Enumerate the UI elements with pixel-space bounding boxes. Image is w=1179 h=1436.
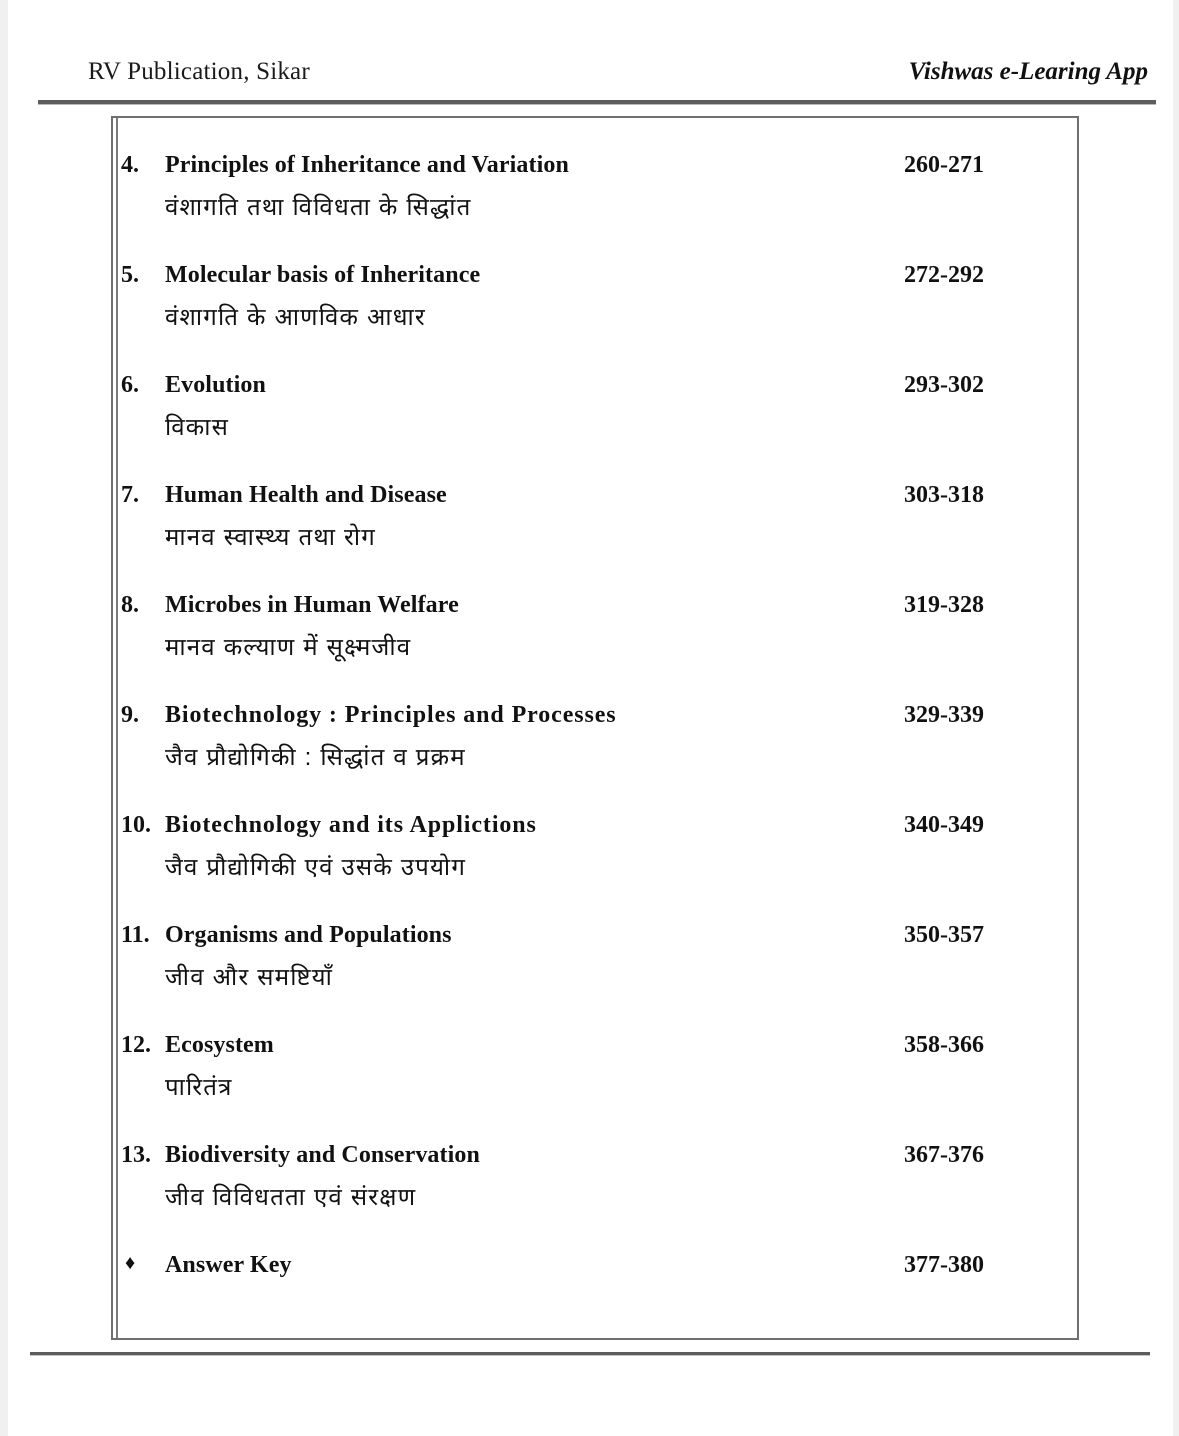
toc-row[interactable] — [121, 812, 1077, 922]
toc-row-page-range: 358-366 — [904, 1032, 984, 1058]
toc-row[interactable] — [121, 1032, 1077, 1142]
toc-row-page-range: 303-318 — [904, 482, 984, 508]
toc-row-number: 7. — [121, 482, 139, 508]
toc-row-number: 4. — [121, 152, 139, 178]
toc-row-number: 13. — [121, 1142, 151, 1168]
toc-row-title-english: Molecular basis of Inheritance — [165, 262, 481, 288]
toc-row-page-range: 260-271 — [904, 152, 984, 178]
toc-row-page-range: 293-302 — [904, 372, 984, 398]
toc-row[interactable] — [121, 482, 1077, 592]
toc-bullet-icon: ♦ — [125, 1252, 136, 1274]
toc-row-title-hindi: जीव विविधतता एवं संरक्षण — [165, 1184, 417, 1211]
toc-row-title-hindi: मानव स्वास्थ्य तथा रोग — [165, 524, 376, 551]
toc-row-page-range: 350-357 — [904, 922, 984, 948]
toc-row-number: 6. — [121, 372, 139, 398]
table-of-contents-frame — [111, 116, 1079, 1340]
toc-inner-vertical-rule — [116, 118, 118, 1338]
app-name: Vishwas e-Learing App — [908, 58, 1148, 85]
toc-row[interactable] — [121, 702, 1077, 812]
toc-row-title-english: Biodiversity and Conservation — [165, 1142, 480, 1168]
footer-divider-rule — [30, 1352, 1150, 1356]
toc-row[interactable] — [121, 922, 1077, 1032]
toc-row-title-english: Human Health and Disease — [165, 482, 447, 508]
toc-row-title-english: Answer Key — [165, 1252, 292, 1278]
document-page — [8, 0, 1173, 1436]
toc-row[interactable] — [121, 1142, 1077, 1252]
toc-row[interactable] — [121, 1252, 1077, 1312]
running-header — [38, 58, 1148, 98]
toc-row-page-range: 367-376 — [904, 1142, 984, 1168]
toc-row-title-hindi: वंशागति तथा विविधता के सिद्धांत — [165, 194, 472, 221]
toc-row-title-hindi: जैव प्रौद्योगिकी : सिद्धांत व प्रक्रम — [165, 744, 466, 771]
page-edge-right — [1173, 0, 1179, 1436]
toc-row-page-range: 319-328 — [904, 592, 984, 618]
toc-row-number: 10. — [121, 812, 151, 838]
toc-row-title-english: Microbes in Human Welfare — [165, 592, 459, 618]
toc-row-number: 9. — [121, 702, 139, 728]
toc-row-title-english: Principles of Inheritance and Variation — [165, 152, 569, 178]
toc-row-page-range: 377-380 — [904, 1252, 984, 1278]
toc-row-title-hindi: जैव प्रौद्योगिकी एवं उसके उपयोग — [165, 854, 467, 881]
toc-row-title-hindi: पारितंत्र — [165, 1074, 233, 1101]
toc-row-title-hindi: मानव कल्याण में सूक्ष्मजीव — [165, 634, 412, 661]
toc-row-title-english: Biotechnology : Principles and Processes — [165, 702, 617, 728]
toc-row-page-range: 340-349 — [904, 812, 984, 838]
toc-row-title-english: Ecosystem — [165, 1032, 274, 1058]
toc-row-page-range: 329-339 — [904, 702, 984, 728]
toc-row[interactable] — [121, 152, 1077, 262]
table-of-contents-list — [121, 152, 1077, 1312]
toc-row[interactable] — [121, 262, 1077, 372]
toc-row[interactable] — [121, 592, 1077, 702]
toc-row-number: 12. — [121, 1032, 151, 1058]
publisher-name: RV Publication, Sikar — [88, 58, 310, 85]
toc-row-number: 5. — [121, 262, 139, 288]
header-divider-rule — [38, 100, 1156, 105]
toc-row-number: 8. — [121, 592, 139, 618]
toc-row-title-english: Evolution — [165, 372, 266, 398]
toc-row-title-hindi: वंशागति के आणविक आधार — [165, 304, 426, 331]
toc-row-number: 11. — [121, 922, 150, 948]
toc-row-page-range: 272-292 — [904, 262, 984, 288]
toc-row[interactable] — [121, 372, 1077, 482]
toc-row-title-english: Biotechnology and its Applictions — [165, 812, 537, 838]
toc-row-title-hindi: जीव और समष्टियाँ — [165, 964, 334, 991]
toc-row-title-hindi: विकास — [165, 414, 230, 441]
toc-row-title-english: Organisms and Populations — [165, 922, 452, 948]
page-edge-left — [0, 0, 8, 1436]
